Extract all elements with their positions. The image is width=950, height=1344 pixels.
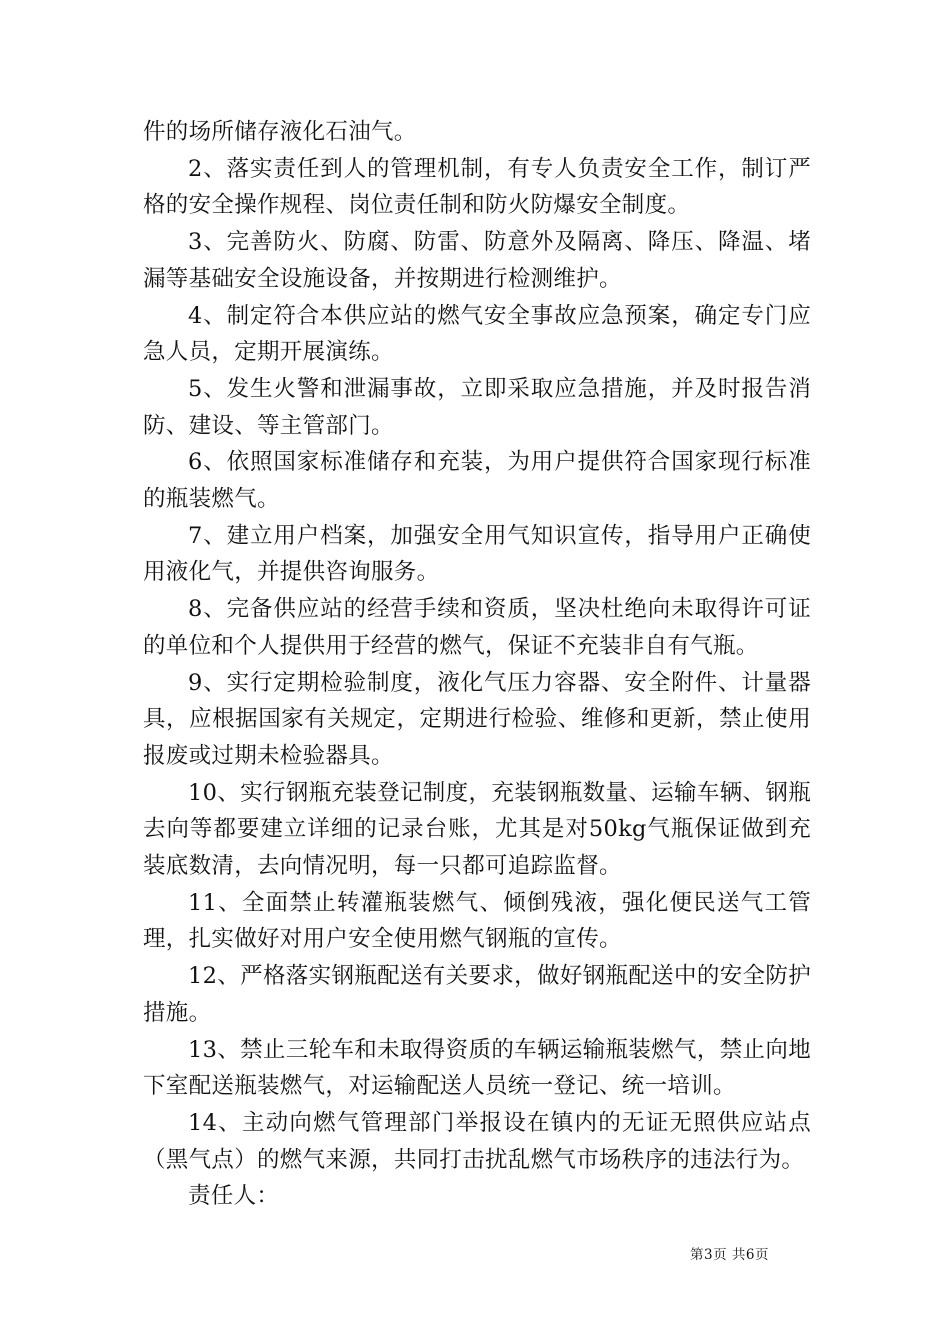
- page-number-footer: 第3页 共6页: [690, 1247, 769, 1263]
- paragraph-item-4: 4、制定符合本供应站的燃气安全事故应急预案，确定专门应急人员，定期开展演练。: [143, 302, 811, 366]
- paragraph-item-10: 10、实行钢瓶充装登记制度，充装钢瓶数量、运输车辆、钢瓶去向等都要建立详细的记录台账，尤其是对50kg气瓶保证做到充装底数清，去向情况明，每一只都可追踪监督。: [143, 779, 811, 880]
- paragraph-item-6: 6、依照国家标准储存和充装，为用户提供符合国家现行标准的瓶装燃气。: [143, 449, 811, 513]
- paragraph-item-12: 12、严格落实钢瓶配送有关要求，做好钢瓶配送中的安全防护措施。: [143, 963, 811, 1026]
- paragraph-item-9: 9、实行定期检验制度，液化气压力容器、安全附件、计量器具，应根据国家有关规定，定期进行检验、维修和更新，禁止使用报废或过期未检验器具。: [143, 669, 811, 769]
- responsible-person-line: 责任人：: [188, 1183, 280, 1210]
- paragraph-item-3: 3、完善防火、防腐、防雷、防意外及隔离、降压、降温、堵漏等基础安全设施设备，并按期进行检测维护。: [143, 229, 811, 292]
- paragraph-item-7: 7、建立用户档案，加强安全用气知识宣传，指导用户正确使用液化气，并提供咨询服务。: [143, 522, 811, 586]
- paragraph-item-13: 13、禁止三轮车和未取得资质的车辆运输瓶装燃气，禁止向地下室配送瓶装燃气，对运输配送人员统一登记、统一培训。: [143, 1036, 811, 1100]
- paragraph-continuation: 件的场所储存液化石油气。: [143, 119, 417, 145]
- paragraph-item-5: 5、发生火警和泄漏事故，立即采取应急措施，并及时报告消防、建设、等主管部门。: [143, 375, 811, 439]
- paragraph-item-14: 14、主动向燃气管理部门举报设在镇内的无证无照供应站点（黑气点）的燃气来源，共同打击扰乱燃气市场秩序的违法行为。: [143, 1109, 811, 1173]
- paragraph-item-11: 11、全面禁止转灌瓶装燃气、倾倒残液，强化便民送气工管理，扎实做好对用户安全使用燃气钢瓶的宣传。: [143, 889, 811, 953]
- paragraph-item-8: 8、完备供应站的经营手续和资质，坚决杜绝向未取得许可证的单位和个人提供用于经营的燃气，保证不充装非自有气瓶。: [143, 596, 811, 659]
- paragraph-item-2: 2、落实责任到人的管理机制，有专人负责安全工作，制订严格的安全操作规程、岗位责任制和防火防爆安全制度。: [143, 155, 811, 219]
- document-body: [143, 114, 811, 1215]
